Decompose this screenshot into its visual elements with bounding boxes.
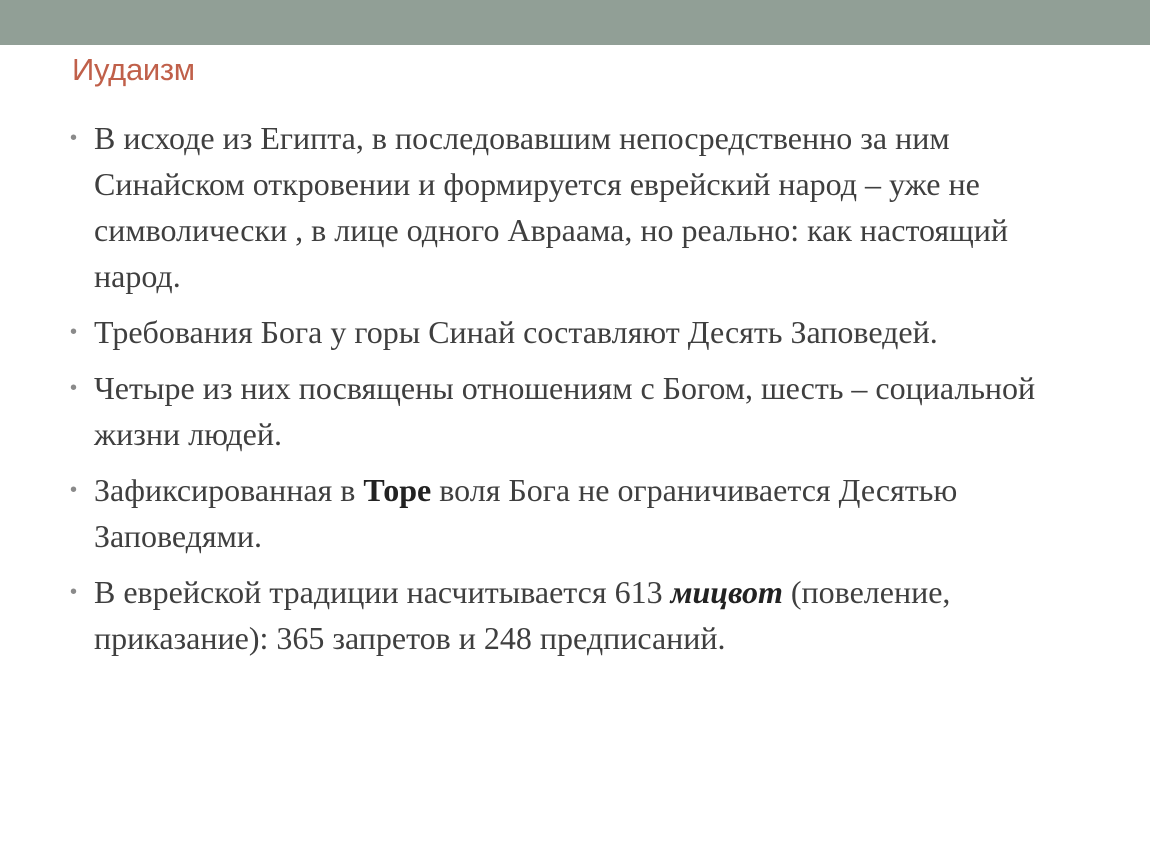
- bullet-marker: •: [70, 581, 78, 603]
- bullet-text-4: [94, 467, 1070, 559]
- bullet-list: [70, 115, 1070, 671]
- bullet-text-5-start: В еврейской традиции насчитывается 613: [94, 574, 671, 610]
- bullet-item-2: [70, 309, 1070, 355]
- bullet-item-4: [70, 467, 1070, 559]
- bullet-text-4-start: Зафиксированная в: [94, 472, 364, 508]
- bullet-marker: •: [70, 479, 78, 501]
- torah-term: Торе: [363, 472, 432, 508]
- bullet-text-5-end: (повеление, приказание): 365 запретов и 248 предписаний.: [94, 574, 951, 656]
- bullet-marker: •: [70, 377, 78, 399]
- bullet-text-1: В исходе из Египта, в последовавшим непосредственно за ним Синайском откровении и формируется еврейский народ – уже не символически , в лице одного Авраама, но реально: как настоящий народ.: [94, 120, 1008, 294]
- bullet-text-5: [94, 569, 1070, 661]
- bullet-text-4-end: воля Бога не ограничивается Десятью Заповедями.: [94, 472, 958, 554]
- slide-title: Иудаизм: [72, 52, 195, 87]
- bullet-marker: •: [70, 127, 78, 149]
- bullet-marker: •: [70, 321, 78, 343]
- bullet-text-2: Требования Бога у горы Синай составляют Десять Заповедей.: [94, 314, 938, 350]
- bullet-item-1: [70, 115, 1070, 299]
- mitzvot-term: мицвот: [670, 574, 783, 610]
- bullet-item-5: [70, 569, 1070, 661]
- top-banner: [0, 0, 1150, 45]
- bullet-item-3: [70, 365, 1070, 457]
- bullet-text-3: Четыре из них посвящены отношениям с Богом, шесть – социальной жизни людей.: [94, 370, 1036, 452]
